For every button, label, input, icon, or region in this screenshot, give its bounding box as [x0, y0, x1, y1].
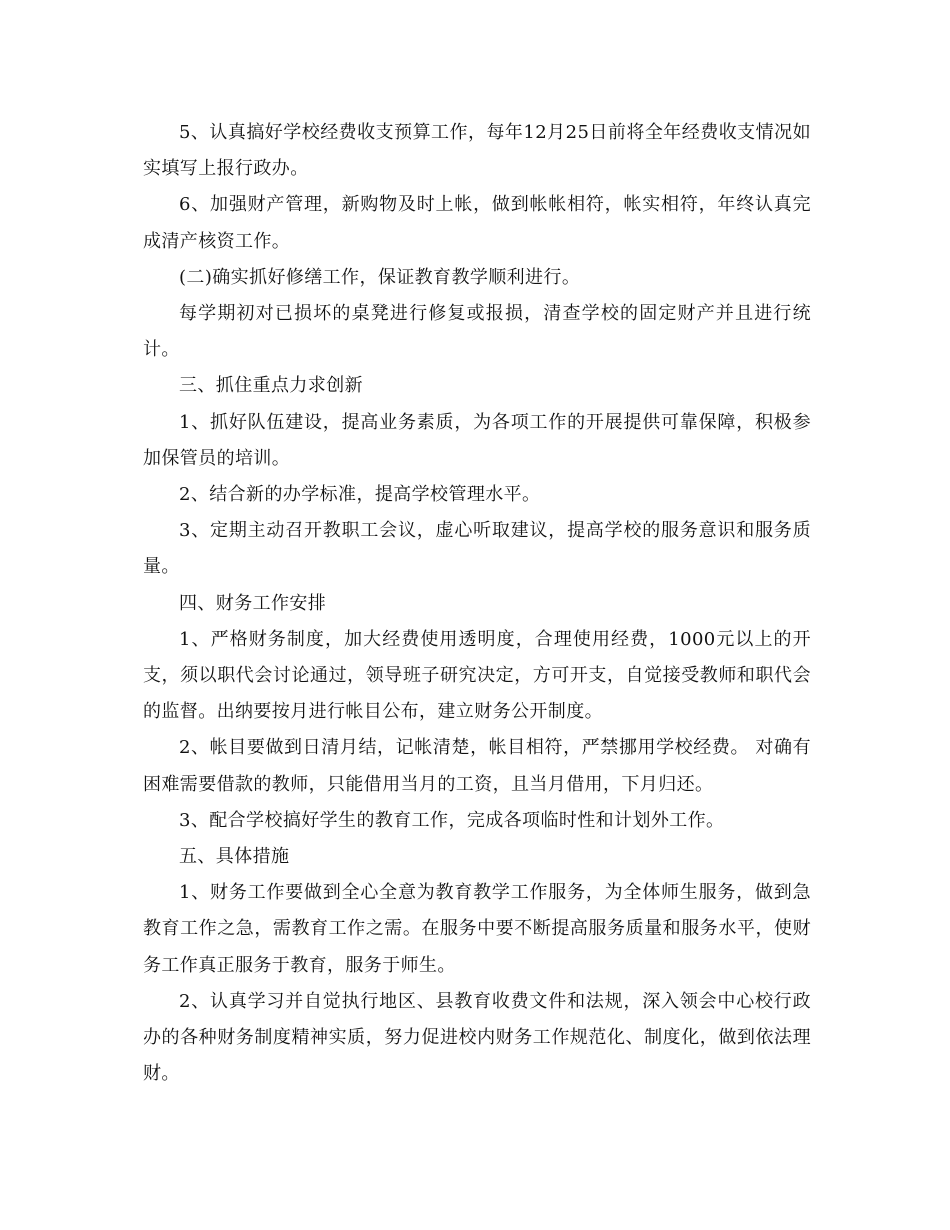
paragraph-repair-detail: 每学期初对已损坏的桌凳进行修复或报损，清查学校的固定财产并且进行统计。	[143, 303, 811, 361]
section-heading-innovation: 三、抓住重点力求创新	[179, 375, 363, 397]
paragraph-standards: 2、结合新的办学标准，提高学校管理水平。	[179, 484, 541, 506]
document-body	[143, 115, 811, 1092]
paragraph-property-management: 6、加强财产管理，新购物及时上帐，做到帐帐相符，帐实相符，年终认真完成清产核资工作。	[143, 194, 811, 252]
paragraph-student-education: 3、配合学校搞好学生的教育工作，完成各项临时性和计划外工作。	[179, 809, 725, 831]
paragraph-finance-system: 1、严格财务制度，加大经费使用透明度，合理使用经费，1000元以上的开支，须以职代会讨论通过，领导班子研究决定，方可开支，自觉接受教师和职代会的监督。出纳要按月进行帐目公布，建立财务公开制度。	[143, 628, 811, 723]
paragraph-repair-heading: (二)确实抓好修缮工作，保证教育教学顺利进行。	[179, 266, 581, 288]
paragraph-team-building: 1、抓好队伍建设，提高业务素质，为各项工作的开展提供可靠保障，积极参加保管员的培训。	[143, 411, 811, 469]
paragraph-regulations: 2、认真学习并自觉执行地区、县教育收费文件和法规，深入领会中心校行政办的各种财务制度精神实质，努力促进校内财务工作规范化、制度化，做到依法理财。	[143, 990, 811, 1085]
section-heading-measures: 五、具体措施	[179, 846, 290, 868]
paragraph-staff-meetings: 3、定期主动召开教职工会议，虚心听取建议，提高学校的服务意识和服务质量。	[143, 520, 811, 578]
paragraph-budget: 5、认真搞好学校经费收支预算工作，每年12月25日前将全年经费收支情况如实填写上报行政办。	[143, 122, 811, 180]
paragraph-service: 1、财务工作要做到全心全意为教育教学工作服务，为全体师生服务，做到急教育工作之急，需教育工作之需。在服务中要不断提高服务质量和服务水平，使财务工作真正服务于教育，服务于师生。	[143, 882, 811, 976]
paragraph-accounts: 2、帐目要做到日清月结，记帐清楚，帐目相符，严禁挪用学校经费。 对确有困难需要借款的教师，只能借用当月的工资，且当月借用，下月归还。	[143, 737, 811, 795]
section-heading-finance-arrangement: 四、财务工作安排	[179, 592, 327, 614]
